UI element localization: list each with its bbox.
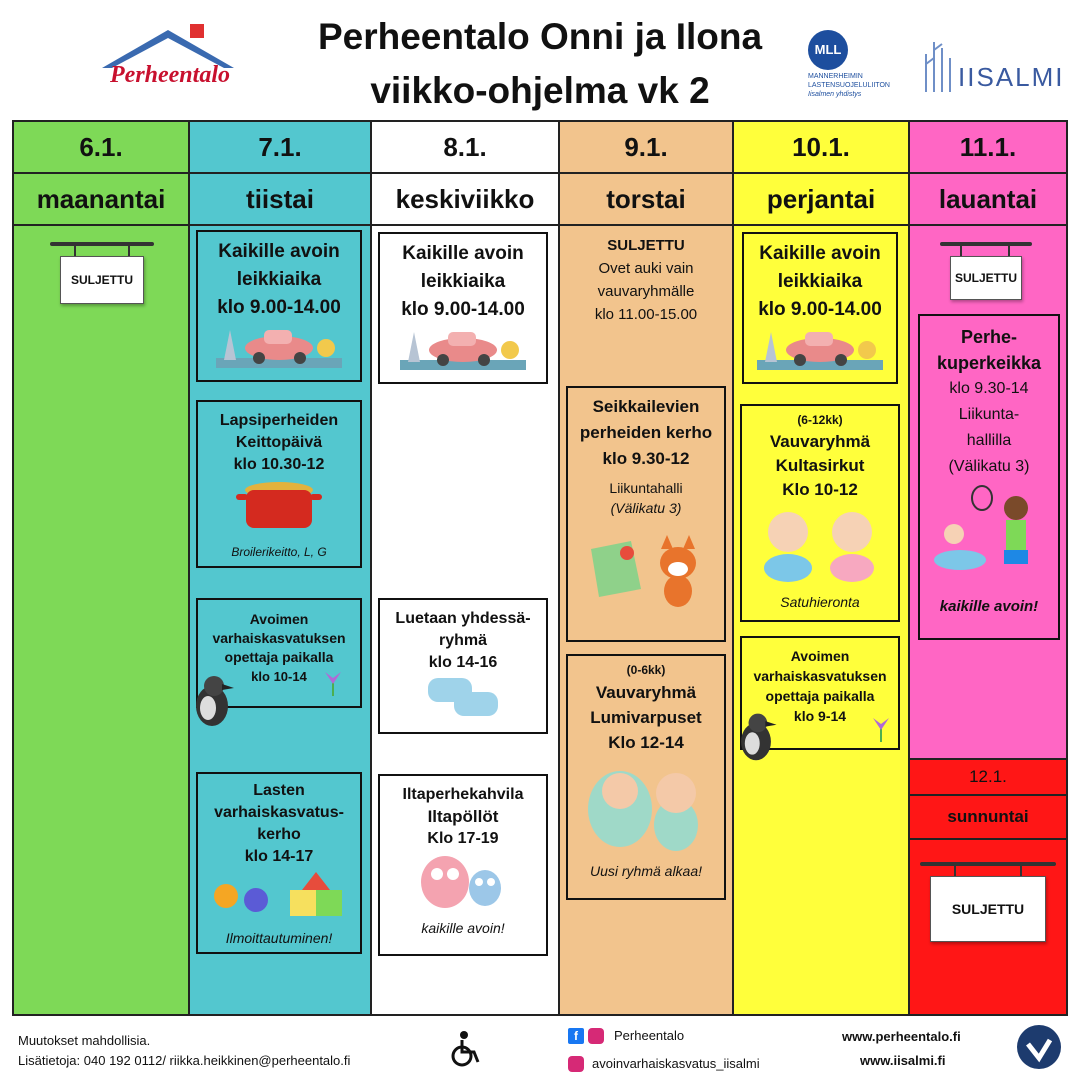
event-title: kuperkeikka bbox=[936, 353, 1042, 373]
map-fox-icon bbox=[581, 519, 711, 609]
column-saturday bbox=[908, 120, 1068, 760]
event-title: opettaja paikalla bbox=[224, 649, 334, 665]
event-card-baby-group bbox=[566, 654, 726, 900]
mll-badge: MLL bbox=[808, 30, 848, 70]
event-time: klo 10.30-12 bbox=[233, 456, 325, 473]
perheentalo-logo bbox=[98, 22, 238, 102]
event-title: varhaiskasvatuksen bbox=[212, 630, 346, 646]
event-title: Kaikille avoin bbox=[402, 243, 524, 264]
closed-sign-label: SULJETTU bbox=[950, 256, 1022, 300]
social-label: avoinvarhaiskasvatus_iisalmi bbox=[592, 1056, 760, 1071]
event-card-baby-group bbox=[740, 404, 900, 622]
mll-text-3: Iisalmen yhdistys bbox=[808, 91, 862, 98]
event-age: (0-6kk) bbox=[626, 663, 666, 677]
mll-text-2: LASTENSUOJELULIITON bbox=[808, 82, 890, 89]
event-note: kaikille avoin! bbox=[939, 598, 1039, 615]
date-tuesday: 7.1. bbox=[190, 122, 370, 174]
event-note: kaikille avoin! bbox=[421, 920, 505, 936]
event-title: opettaja paikalla bbox=[765, 688, 875, 704]
event-title: Kultasirkut bbox=[775, 456, 865, 475]
event-title: Iltapöllöt bbox=[427, 807, 499, 826]
soup-pot-icon bbox=[234, 478, 324, 534]
event-time: klo 14-17 bbox=[244, 848, 314, 865]
footer-note: Muutokset mahdollisia. bbox=[18, 1033, 151, 1048]
closed-notice-thursday bbox=[566, 234, 726, 326]
date-monday: 6.1. bbox=[14, 122, 188, 174]
column-sunday bbox=[908, 758, 1068, 1016]
event-title: Kaikille avoin bbox=[218, 241, 340, 262]
event-place: hallilla bbox=[966, 432, 1012, 449]
column-monday bbox=[12, 120, 190, 1016]
event-title: varhaiskasvatuksen bbox=[753, 668, 887, 684]
event-title: Avoimen bbox=[790, 648, 850, 664]
day-thursday: torstai bbox=[560, 174, 732, 226]
event-time: klo 9-14 bbox=[793, 708, 847, 724]
event-title: Luetaan yhdessä- bbox=[395, 610, 531, 627]
event-age: (6-12kk) bbox=[797, 413, 843, 427]
closed-sign-monday bbox=[50, 242, 154, 304]
toy-car-icon bbox=[398, 324, 528, 372]
event-time: Klo 10-12 bbox=[782, 480, 858, 499]
toy-car-icon bbox=[755, 324, 885, 372]
emblem-badge-icon bbox=[1016, 1024, 1062, 1070]
event-time: klo 9.30-14 bbox=[949, 380, 1029, 397]
event-card-evening-cafe bbox=[378, 774, 548, 956]
social-row-facebook[interactable] bbox=[568, 1026, 684, 1046]
day-saturday: lauantai bbox=[910, 174, 1066, 226]
iisalmi-logo-text: IISALMI bbox=[958, 62, 1065, 92]
event-title: ryhmä bbox=[438, 632, 488, 649]
event-card-open-playtime bbox=[196, 230, 362, 382]
closed-sign-label: SULJETTU bbox=[930, 876, 1046, 942]
event-time: klo 14-16 bbox=[428, 654, 498, 671]
city-tree-icon bbox=[918, 34, 958, 94]
event-time: klo 9.00-14.00 bbox=[401, 299, 525, 320]
event-title: Lasten bbox=[253, 782, 305, 799]
closed-sign-label: SULJETTU bbox=[60, 256, 144, 304]
page-title-line1: Perheentalo Onni ja Ilona bbox=[317, 16, 763, 57]
social-label: Perheentalo bbox=[614, 1028, 685, 1043]
instagram-icon bbox=[568, 1056, 584, 1072]
event-card-soup-day bbox=[196, 400, 362, 568]
event-note: (Välikatu 3) bbox=[610, 500, 682, 516]
event-title: Vauvaryhmä bbox=[769, 432, 871, 451]
event-place: (Välikatu 3) bbox=[948, 458, 1030, 475]
event-note: Uusi ryhmä alkaa! bbox=[589, 863, 703, 879]
event-time: klo 9.30-12 bbox=[602, 449, 690, 468]
website-link[interactable]: www.perheentalo.fi bbox=[842, 1029, 961, 1044]
crow-puppet-icon bbox=[182, 670, 242, 730]
event-title: Kaikille avoin bbox=[759, 243, 881, 264]
date-thursday: 9.1. bbox=[560, 122, 732, 174]
event-title: Avoimen bbox=[249, 611, 309, 627]
event-card-adventure-club bbox=[566, 386, 726, 642]
event-title: Lumivarpuset bbox=[590, 708, 702, 727]
day-monday: maanantai bbox=[14, 174, 188, 226]
social-row-instagram[interactable] bbox=[568, 1054, 760, 1074]
event-place: Liikuntahalli bbox=[609, 480, 683, 496]
crow-puppet-icon bbox=[728, 708, 784, 764]
babies-icon bbox=[750, 502, 890, 586]
event-card-open-playtime bbox=[742, 232, 898, 384]
closed-label: SULJETTU bbox=[607, 237, 685, 254]
chat-bubbles-icon bbox=[418, 674, 508, 722]
date-friday: 10.1. bbox=[734, 122, 908, 174]
event-time: klo 10-14 bbox=[251, 669, 307, 684]
event-title: perheiden kerho bbox=[579, 423, 713, 442]
website-link[interactable]: www.iisalmi.fi bbox=[860, 1053, 946, 1068]
event-title: leikkiaika bbox=[777, 271, 863, 292]
column-thursday bbox=[558, 120, 734, 1016]
flower-icon bbox=[868, 714, 894, 744]
event-time: klo 9.00-14.00 bbox=[217, 297, 341, 318]
closed-sign-saturday bbox=[940, 242, 1032, 300]
notice-text: Ovet auki vain bbox=[598, 260, 694, 277]
event-note: Broilerikeitto, L, G bbox=[231, 545, 327, 559]
facebook-icon: f bbox=[568, 1028, 584, 1044]
column-tuesday bbox=[188, 120, 372, 1016]
instagram-icon bbox=[588, 1028, 604, 1044]
event-time: Klo 12-14 bbox=[608, 733, 684, 752]
event-title: leikkiaika bbox=[236, 269, 322, 290]
date-sunday: 12.1. bbox=[910, 760, 1066, 796]
notice-time: klo 11.00-15.00 bbox=[594, 306, 698, 323]
wheelchair-icon bbox=[448, 1030, 484, 1068]
day-wednesday: keskiviikko bbox=[372, 174, 558, 226]
kids-sports-icon bbox=[920, 480, 1060, 590]
event-title: leikkiaika bbox=[420, 271, 506, 292]
perheentalo-logo-text: Perheentalo bbox=[110, 62, 230, 88]
babies-icon bbox=[576, 755, 716, 855]
event-title: varhaiskasvatus- bbox=[214, 804, 344, 821]
closed-sign-sunday bbox=[920, 862, 1056, 942]
event-title: Lapsiperheiden bbox=[219, 412, 339, 429]
date-saturday: 11.1. bbox=[910, 122, 1066, 174]
event-title: kerho bbox=[257, 826, 301, 843]
event-time: Klo 17-19 bbox=[427, 830, 499, 847]
event-title: Keittopäivä bbox=[235, 434, 323, 451]
footer-contact: Lisätietoja: 040 192 0112/ riikka.heikkinen@perheentalo.fi bbox=[18, 1053, 351, 1068]
flower-icon bbox=[320, 668, 346, 698]
page-title-line2: viikko-ohjelma vk 2 bbox=[370, 70, 710, 111]
event-title: Perhe- bbox=[960, 327, 1018, 347]
date-wednesday: 8.1. bbox=[372, 122, 558, 174]
iisalmi-logo bbox=[918, 34, 1063, 94]
owls-icon bbox=[393, 850, 533, 912]
event-title: Seikkailevien bbox=[592, 397, 700, 416]
notice-text: vauvaryhmälle bbox=[597, 283, 695, 300]
mll-logo bbox=[806, 30, 896, 100]
event-note: Ilmoittautuminen! bbox=[225, 930, 333, 946]
event-place: Liikunta- bbox=[958, 406, 1020, 423]
day-tuesday: tiistai bbox=[190, 174, 370, 226]
day-friday: perjantai bbox=[734, 174, 908, 226]
event-card-open-playtime bbox=[378, 232, 548, 384]
column-friday bbox=[732, 120, 910, 1016]
mll-text-1: MANNERHEIMIN bbox=[808, 73, 863, 80]
event-title: Vauvaryhmä bbox=[595, 683, 697, 702]
day-sunday: sunnuntai bbox=[910, 796, 1066, 840]
toy-car-icon bbox=[214, 322, 344, 370]
event-note: Satuhieronta bbox=[780, 594, 860, 610]
event-card-kids-club bbox=[196, 772, 362, 954]
event-title: Iltaperhekahvila bbox=[402, 786, 524, 803]
event-time: klo 9.00-14.00 bbox=[758, 299, 882, 320]
column-wednesday bbox=[370, 120, 560, 1016]
event-card-family-tumble bbox=[918, 314, 1060, 640]
event-card-reading-group bbox=[378, 598, 548, 734]
handprints-blocks-icon bbox=[204, 868, 354, 922]
